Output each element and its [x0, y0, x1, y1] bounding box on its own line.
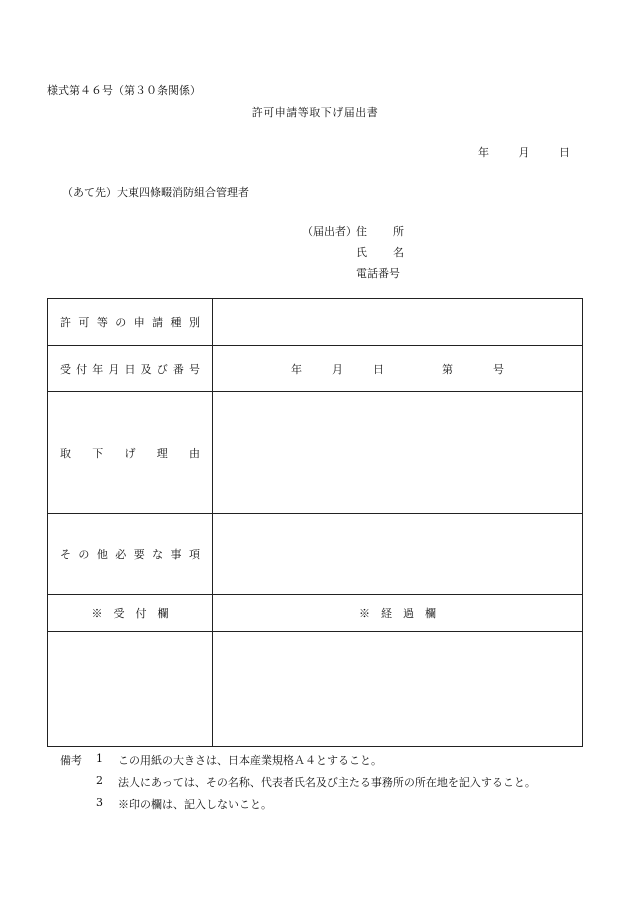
- label-char: 号: [189, 362, 200, 376]
- received-no-prefix: 第: [442, 362, 453, 376]
- date-month-label: 月: [518, 146, 530, 159]
- label-char: 事: [170, 548, 182, 561]
- label-char: の: [115, 316, 127, 329]
- label-char: げ: [124, 446, 136, 460]
- received-year: 年: [291, 362, 302, 376]
- form-number: 様式第４６号（第３０条関係）: [47, 84, 201, 97]
- note-number: 2: [96, 774, 103, 787]
- label-char: の: [78, 548, 90, 561]
- page-title: 許可申請等取下げ届出書: [251, 106, 379, 119]
- address-label-char: 住: [356, 225, 367, 238]
- received-month: 月: [332, 362, 343, 376]
- label-char: 申: [133, 316, 145, 329]
- name-label: [356, 244, 404, 265]
- label-char: 日: [124, 362, 136, 376]
- label-char: そ: [60, 548, 71, 561]
- withdrawal-reason-field[interactable]: [213, 392, 583, 514]
- applicant-prefix: （届出者）: [302, 225, 357, 238]
- label-char: 等: [96, 316, 108, 329]
- phone-label: 電話番号: [356, 267, 400, 280]
- label-char: び: [156, 362, 168, 376]
- note-text: この用紙の大きさは、日本産業規格Ａ４とすること。: [118, 754, 382, 767]
- label-char: 下: [92, 446, 104, 460]
- applicant-block: [302, 223, 404, 286]
- label-char: 年: [92, 362, 104, 376]
- label-char: 付: [76, 362, 88, 376]
- progress-column-header: ※ 経 過 欄: [213, 595, 583, 632]
- note-text: 法人にあっては、その名称、代表者氏名及び主たる事務所の所在地を記入すること。: [118, 776, 536, 789]
- label-char: 許: [60, 316, 71, 329]
- label-char: 取: [60, 446, 71, 460]
- received-date-number-label: [48, 346, 213, 392]
- received-day: 日: [373, 362, 384, 376]
- label-char: 請: [152, 316, 164, 329]
- submission-date: [478, 144, 570, 160]
- date-year-label: 年: [478, 146, 489, 159]
- other-items-label: [48, 514, 213, 595]
- received-no-suffix: 号: [493, 362, 504, 376]
- application-type-label: [48, 299, 213, 346]
- withdrawal-form-table: [47, 298, 583, 747]
- label-char: 項: [188, 548, 200, 561]
- label-char: 由: [189, 446, 200, 460]
- date-day-label: 日: [559, 146, 570, 159]
- label-char: 可: [78, 316, 90, 329]
- reception-column-field: [48, 632, 213, 747]
- label-char: 番: [172, 362, 184, 376]
- name-label-char: 名: [393, 246, 404, 259]
- notes: [60, 752, 536, 818]
- withdrawal-reason-label: [48, 392, 213, 514]
- label-char: 種: [170, 316, 182, 329]
- note-text: ※印の欄は、記入しないこと。: [118, 798, 272, 811]
- label-char: 別: [188, 316, 200, 329]
- addressee: （あて先）大東四條畷消防組合管理者: [62, 186, 249, 199]
- label-char: 理: [156, 446, 168, 460]
- label-char: 月: [108, 362, 120, 376]
- progress-column-field: [213, 632, 583, 747]
- label-char: 受: [60, 362, 71, 376]
- label-char: 他: [96, 548, 108, 561]
- name-label-char: 氏: [356, 246, 367, 259]
- reception-column-header: ※ 受 付 欄: [48, 595, 213, 632]
- label-char: な: [152, 548, 164, 561]
- note-number: 1: [96, 752, 103, 765]
- other-items-field[interactable]: [213, 514, 583, 595]
- label-char: 必: [115, 548, 127, 561]
- notes-heading: 備考: [60, 754, 82, 767]
- note-number: 3: [96, 796, 103, 809]
- application-type-field[interactable]: [213, 299, 583, 346]
- label-char: 要: [133, 548, 145, 561]
- received-date-number-field[interactable]: [213, 346, 583, 392]
- address-label-char: 所: [393, 225, 404, 238]
- address-label: [356, 223, 404, 244]
- label-char: 及: [140, 362, 152, 376]
